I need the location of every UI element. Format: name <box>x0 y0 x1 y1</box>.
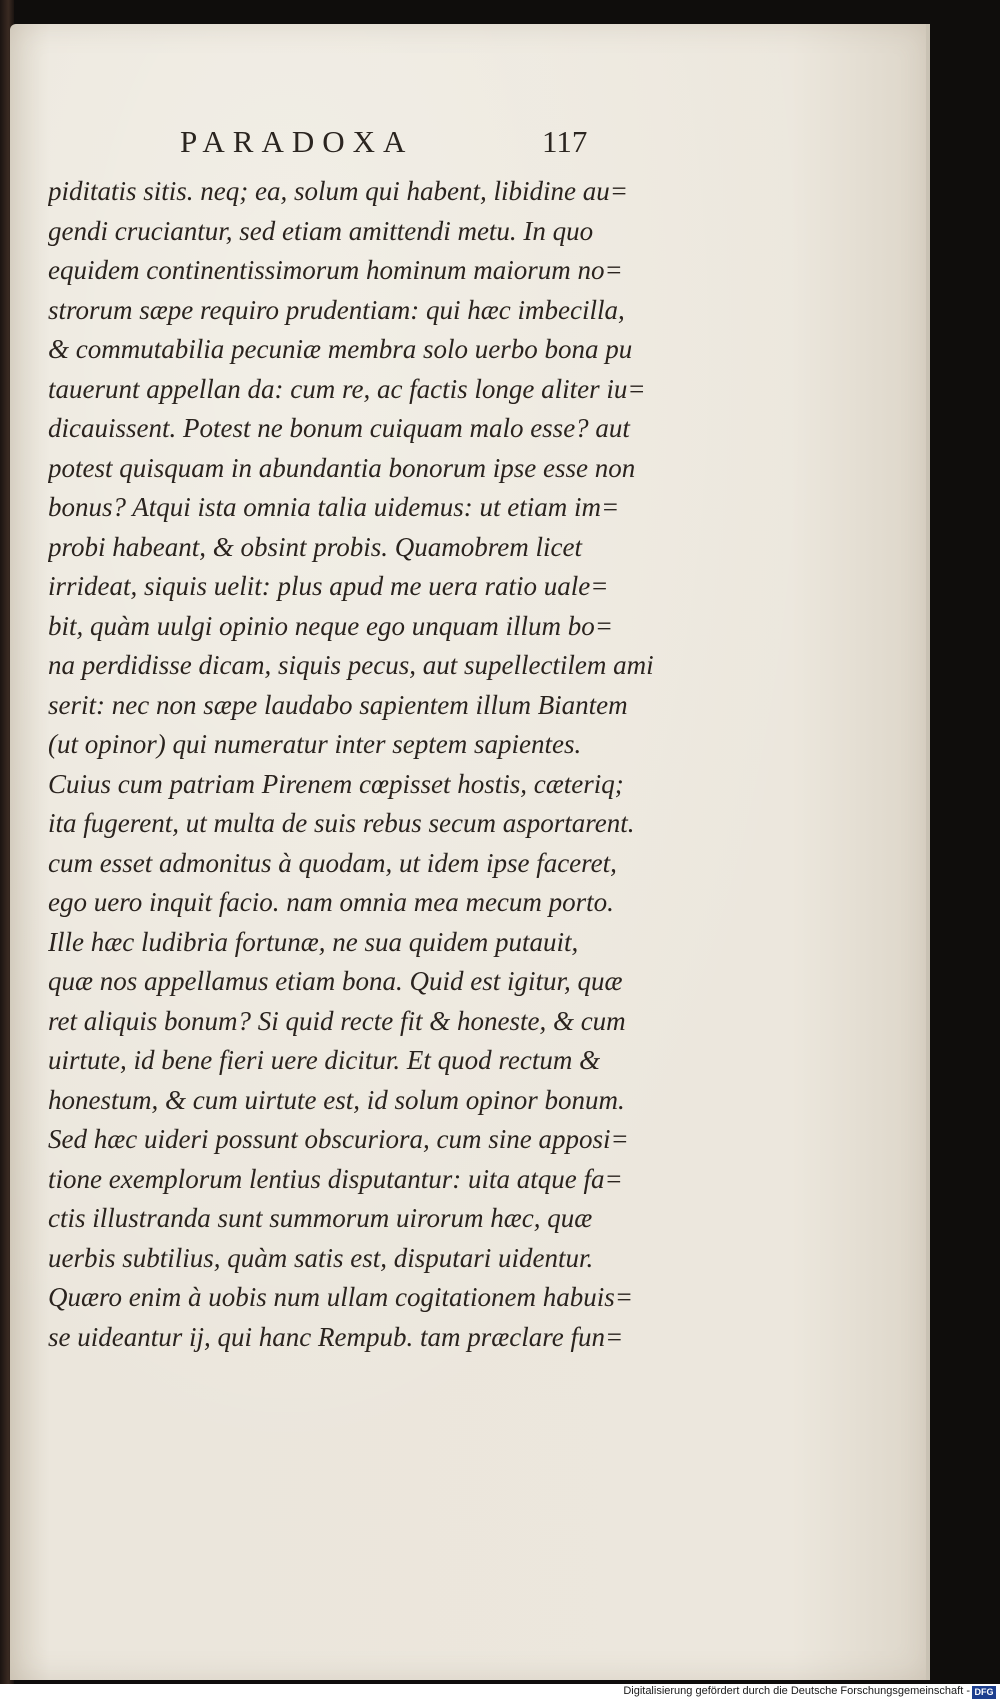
page-number: 117 <box>542 124 588 159</box>
text-line: tione exemplorum lentius disputantur: uita atque fa= <box>48 1163 623 1194</box>
text-line: serit: nec non sæpe laudabo sapientem illum Biantem <box>48 689 628 720</box>
book-page <box>10 24 930 1680</box>
text-line: strorum sæpe requiro prudentiam: qui hæc imbecilla, <box>48 294 625 325</box>
text-line: (ut opinor) qui numeratur inter septem sapientes. <box>48 729 582 759</box>
text-line: uirtute, id bene fieri uere dicitur. Et quod rectum & <box>48 1045 601 1075</box>
text-line: ctis illustranda sunt summorum uirorum hæc, quæ <box>48 1203 593 1233</box>
text-line: tauerunt appellan da: cum re, ac factis longe aliter iu= <box>48 373 646 404</box>
page-header <box>170 124 610 164</box>
text-line: & commutabilia pecuniæ membra solo uerbo bona pu <box>48 334 633 364</box>
text-line: equidem continentissimorum hominum maiorum no= <box>48 255 623 285</box>
text-line: cum esset admonitus à quodam, ut idem ipse faceret, <box>48 847 617 878</box>
text-line: na perdidisse dicam, siquis pecus, aut supellectilem ami <box>48 650 654 680</box>
text-line: bit, quàm uulgi opinio neque ego unquam illum bo= <box>48 610 613 641</box>
text-line: ita fugerent, ut multa de suis rebus secum asportarent. <box>48 808 635 838</box>
text-line: ego uero inquit facio. nam omnia mea mecum porto. <box>48 887 614 917</box>
running-title: PARADOXA <box>180 124 414 159</box>
text-line: bonus? Atqui ista omnia talia uidemus: ut etiam im= <box>48 492 620 522</box>
text-line: dicauissent. Potest ne bonum cuiquam malo esse? aut <box>48 413 630 443</box>
text-line: Quæro enim à uobis num ullam cogitationem habuis= <box>48 1282 633 1312</box>
text-line: Sed hæc uideri possunt obscuriora, cum sine apposi= <box>48 1124 629 1154</box>
text-line: piditatis sitis. neq; ea, solum qui habent, libidine au= <box>48 176 628 206</box>
text-line: probi habeant, & obsint probis. Quamobrem licet <box>48 531 582 562</box>
text-line: Ille hæc ludibria fortunæ, ne sua quidem putauit, <box>48 926 579 957</box>
text-line: uerbis subtilius, quàm satis est, disputari uidentur. <box>48 1242 594 1273</box>
footer-bar <box>0 1684 1000 1702</box>
text-line: irrideat, siquis uelit: plus apud me uera ratio uale= <box>48 571 609 601</box>
text-line: potest quisquam in abundantia bonorum ipse esse non <box>48 452 636 483</box>
text-block <box>48 172 708 1357</box>
text-line: ret aliquis bonum? Si quid recte fit & honeste, & cum <box>48 1005 626 1036</box>
text-line: se uideantur ij, qui hanc Rempub. tam præclare fun= <box>48 1321 624 1352</box>
dfg-logo-badge: DFG <box>972 1686 996 1699</box>
funding-credit: Digitalisierung gefördert durch die Deutsche Forschungsgemeinschaft - <box>623 1685 970 1697</box>
text-line: Cuius cum patriam Pirenem cœpisset hostis, cæteriq; <box>48 768 624 799</box>
text-line: quæ nos appellamus etiam bona. Quid est igitur, quæ <box>48 966 623 996</box>
page-edge <box>926 24 930 1680</box>
text-line: gendi cruciantur, sed etiam amittendi metu. In quo <box>48 215 594 246</box>
text-line: honestum, & cum uirtute est, id solum opinor bonum. <box>48 1084 625 1115</box>
